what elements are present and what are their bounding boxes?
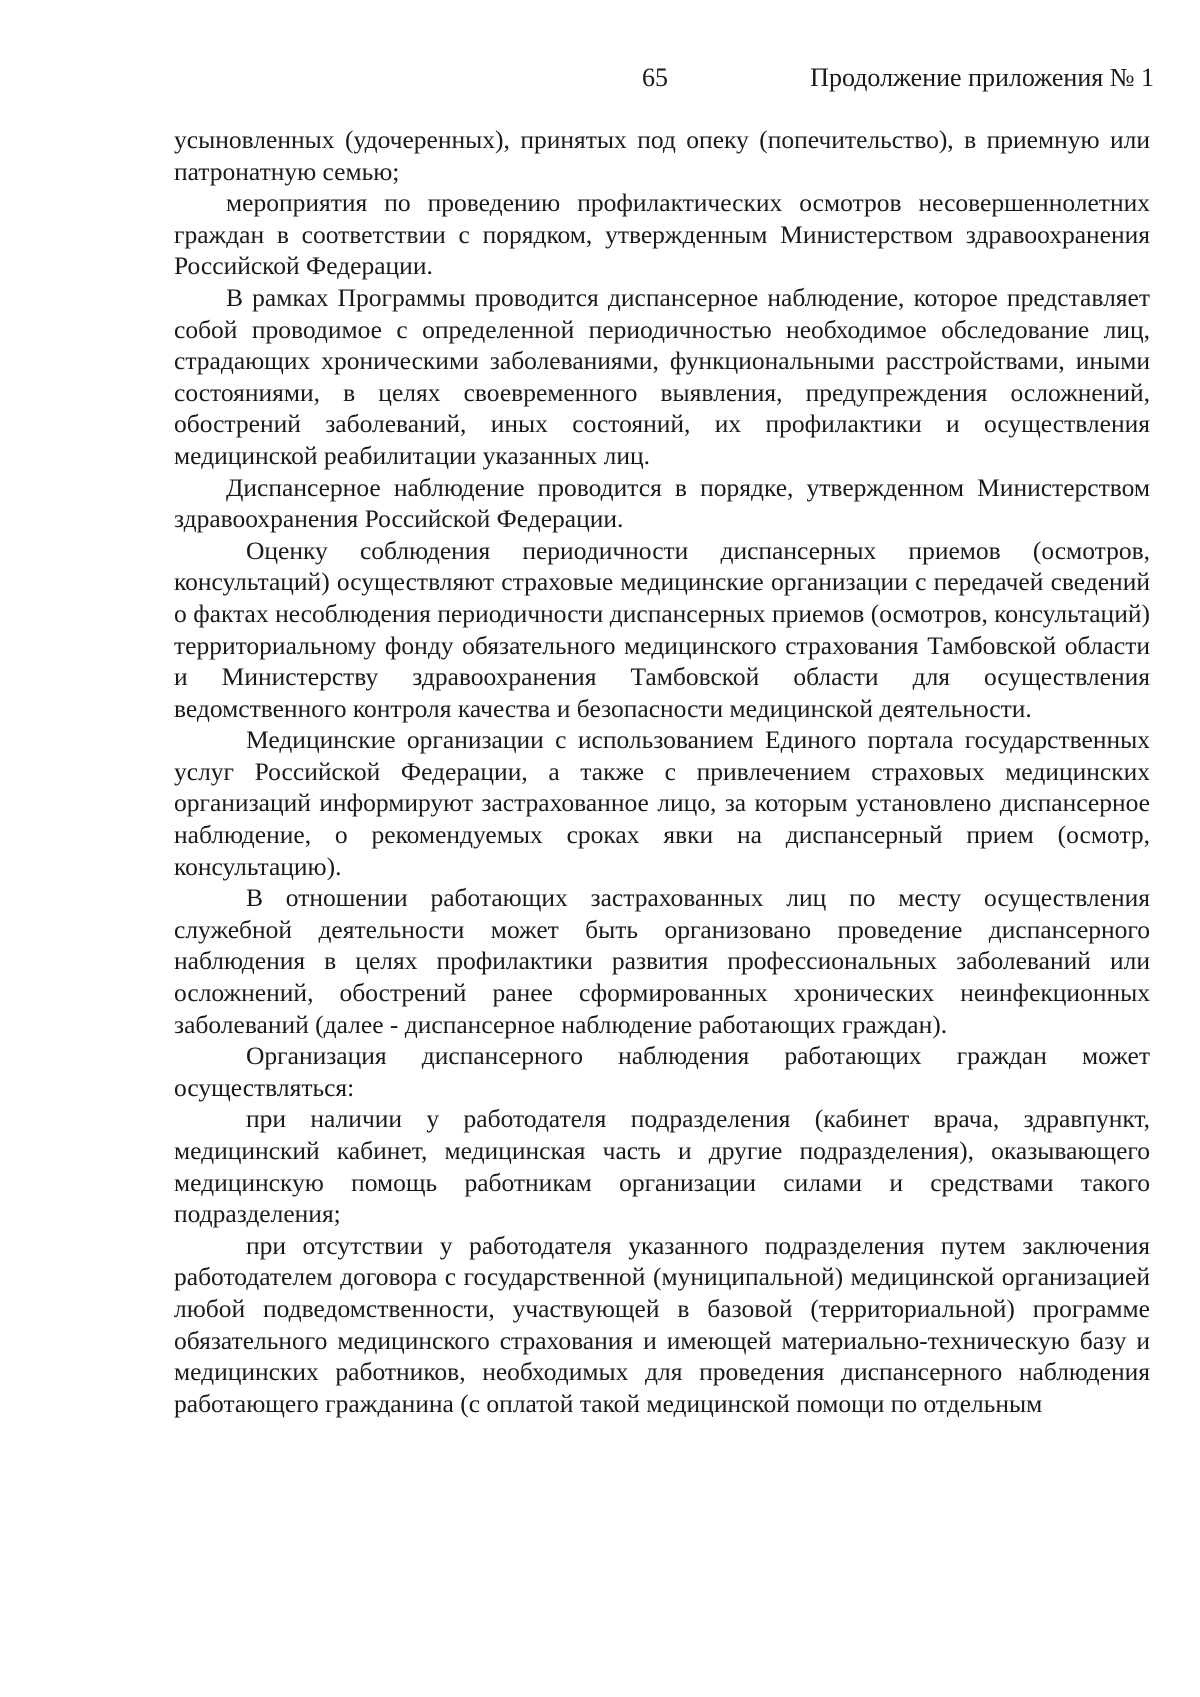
paragraph-9: при наличии у работодателя подразделения (кабинет врача, здравпункт, медицинский кабинет, медицинская часть и другие подразделения), оказывающего медицинскую помощь работникам организации силами и средствами такого подразделения;	[174, 1104, 1150, 1229]
paragraph-5: Оценку соблюдения периодичности диспансерных приемов (осмотров, консультаций) осуществляют страховые медицинские организации с передачей сведений о фактах несоблюдения периодичности диспансерных приемов (осмотров, консультаций) территориальному фонду обязательного медицинского страхования Тамбовской области и Министерству здравоохранения Тамбовской области для осуществления ведомственного контроля качества и безопасности медицинской деятельности.	[174, 535, 1150, 723]
paragraph-3: В рамках Программы проводится диспансерное наблюдение, которое представляет собой проводимое с определенной периодичностью необходимое обследование лиц, страдающих хроническими заболеваниями, функциональными расстройствами, иными состояниями, в целях своевременного выявления, предупреждения осложнений, обострений заболеваний, иных состояний, их профилактики и осуществления медицинской реабилитации указанных лиц.	[174, 282, 1150, 470]
page-number: 65	[642, 63, 668, 92]
appendix-continuation-label: Продолжение приложения № 1	[810, 63, 1154, 92]
document-body	[174, 124, 1150, 1419]
paragraph-10: при отсутствии у работодателя указанного подразделения путем заключения работодателем договора с государственной (муниципальной) медицинской организацией любой подведомственности, участвующей в базовой (территориальной) программе обязательного медицинского страхования и имеющей материально-техническую базу и медицинских работников, необходимых для проведения диспансерного наблюдения работающего гражданина (с оплатой такой медицинской помощи по отдельным	[174, 1230, 1150, 1418]
paragraph-2: мероприятия по проведению профилактических осмотров несовершеннолетних граждан в соответствии с порядком, утвержденным Министерством здравоохранения Российской Федерации.	[174, 188, 1150, 281]
paragraph-4: Диспансерное наблюдение проводится в порядке, утвержденном Министерством здравоохранения Российской Федерации.	[174, 472, 1150, 534]
paragraph-1: усыновленных (удочеренных), принятых под опеку (попечительство), в приемную или патронатную семью;	[174, 125, 1150, 186]
paragraph-8: Организация диспансерного наблюдения работающих граждан может осуществляться:	[174, 1041, 1150, 1102]
paragraph-7: В отношении работающих застрахованных лиц по месту осуществления служебной деятельности может быть организовано проведение диспансерного наблюдения в целях профилактики развития профессиональных заболеваний или осложнений, обострений ранее сформированных хронических неинфекционных заболеваний (далее - диспансерное наблюдение работающих граждан).	[174, 883, 1150, 1039]
paragraph-6: Медицинские организации с использованием Единого портала государственных услуг Российской Федерации, а также с привлечением страховых медицинских организаций информируют застрахованное лицо, за которым установлено диспансерное наблюдение, о рекомендуемых сроках явки на диспансерный прием (осмотр, консультацию).	[174, 725, 1150, 881]
